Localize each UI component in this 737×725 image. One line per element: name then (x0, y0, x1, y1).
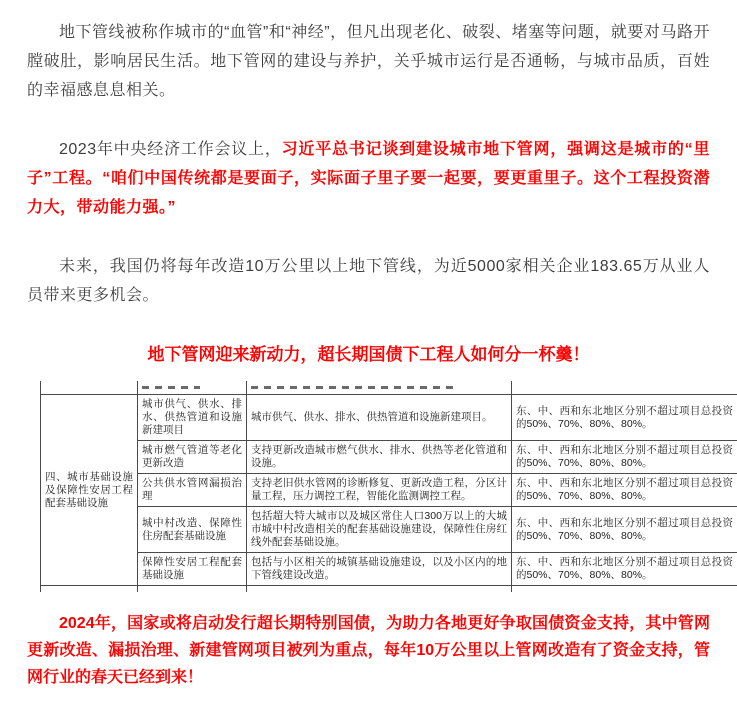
clipped-cell-desc (247, 381, 512, 395)
project-cell: 城中村改造、保障性住房配套基础设施 (138, 507, 247, 553)
paragraph-meeting-quote: 习近平总书记谈到建设城市地下管网，强调这是城市的“里子”工程。“咱们中国传统都是要面子，实际面子里子要一起要，要更重里子。这个工程投资潜力大，带动能力强。” (27, 141, 710, 216)
funding-cell: 东、中、西和东北地区分别不超过项目总投资的50%、70%、80%、80%。 (512, 474, 737, 507)
desc-cell: 包括与小区相关的城镇基础设施建设，以及小区内的地下管线建设改造。 (247, 553, 512, 586)
clipped-cell (41, 586, 138, 593)
clipped-cell (247, 586, 512, 593)
table-row (41, 553, 737, 586)
desc-cell: 城市供气、供水、排水、供热管道和设施新建项目。 (247, 395, 512, 441)
table-row-clipped-bottom (41, 586, 737, 593)
funding-cell: 东、中、西和东北地区分别不超过项目总投资的50%、70%、80%、80%。 (512, 507, 737, 553)
project-cell: 城市供气、供水、排水、供热管道和设施新建项目 (138, 395, 247, 441)
clipped-text-fragment (142, 386, 200, 389)
desc-cell: 支持老旧供水管网的诊断修复、更新改造工程，分区计量工程，压力调控工程，智能化监测调控工程。 (247, 474, 512, 507)
clipped-cell-project (138, 381, 247, 395)
funding-cell: 东、中、西和东北地区分别不超过项目总投资的50%、70%、80%、80%。 (512, 441, 737, 474)
funding-cell: 东、中、西和东北地区分别不超过项目总投资的50%、70%、80%、80%。 (512, 395, 737, 441)
policy-table-body (41, 381, 737, 592)
paragraph-future: 未来，我国仍将每年改造10万公里以上地下管线，为近5000家相关企业183.65万从业人员带来更多机会。 (27, 258, 710, 304)
project-cell: 公共供水管网漏损治理 (138, 474, 247, 507)
project-cell: 保障性安居工程配套基础设施 (138, 553, 247, 586)
desc-cell: 支持更新改造城市燃气供水、排水、供热等老化管道和设施。 (247, 441, 512, 474)
category-cell: 四、城市基础设施及保障性安居工程配套基础设施 (41, 395, 138, 586)
clipped-cell (512, 586, 737, 593)
funding-cell: 东、中、西和东北地区分别不超过项目总投资的50%、70%、80%、80%。 (512, 553, 737, 586)
paragraph-intro: 地下管线被称作城市的“血管”和“神经”，但凡出现老化、破裂、堵塞等问题，就要对马路开膛破肚，影响居民生活。地下管网的建设与养护，关乎城市运行是否通畅，与城市品质，百姓的幸福感息息相关。 (27, 24, 710, 99)
desc-cell: 包括超大特大城市以及城区常住人口300万以上的大城市城中村改造相关的配套基础设施建设，保障性住房红线外配套基础设施。 (247, 507, 512, 553)
clipped-cell-category (41, 381, 138, 395)
clipped-cell-funding (512, 381, 737, 395)
clipped-text-fragment (251, 386, 456, 389)
table-row (41, 395, 737, 441)
table-row-clipped-top (41, 381, 737, 395)
table-row (41, 441, 737, 474)
table-row (41, 474, 737, 507)
paragraph-conclusion: 2024年，国家或将启动发行超长期特别国债，为助力各地更好争取国债资金支持，其中管网更新改造、漏损治理、新建管网项目被列为重点，每年10万公里以上管网改造有了资金支持，管网行业的春天已经到来！ (27, 615, 710, 686)
paragraph-meeting-lead: 2023年中央经济工作会议上， (59, 141, 282, 158)
paragraph-meeting (27, 135, 710, 222)
clipped-cell (138, 586, 247, 593)
table-row (41, 507, 737, 553)
section-heading: 地下管网迎来新动力，超长期国债下工程人如何分一杯羹！ (147, 345, 590, 364)
policy-table (40, 381, 737, 592)
project-cell: 城市燃气管道等老化更新改造 (138, 441, 247, 474)
